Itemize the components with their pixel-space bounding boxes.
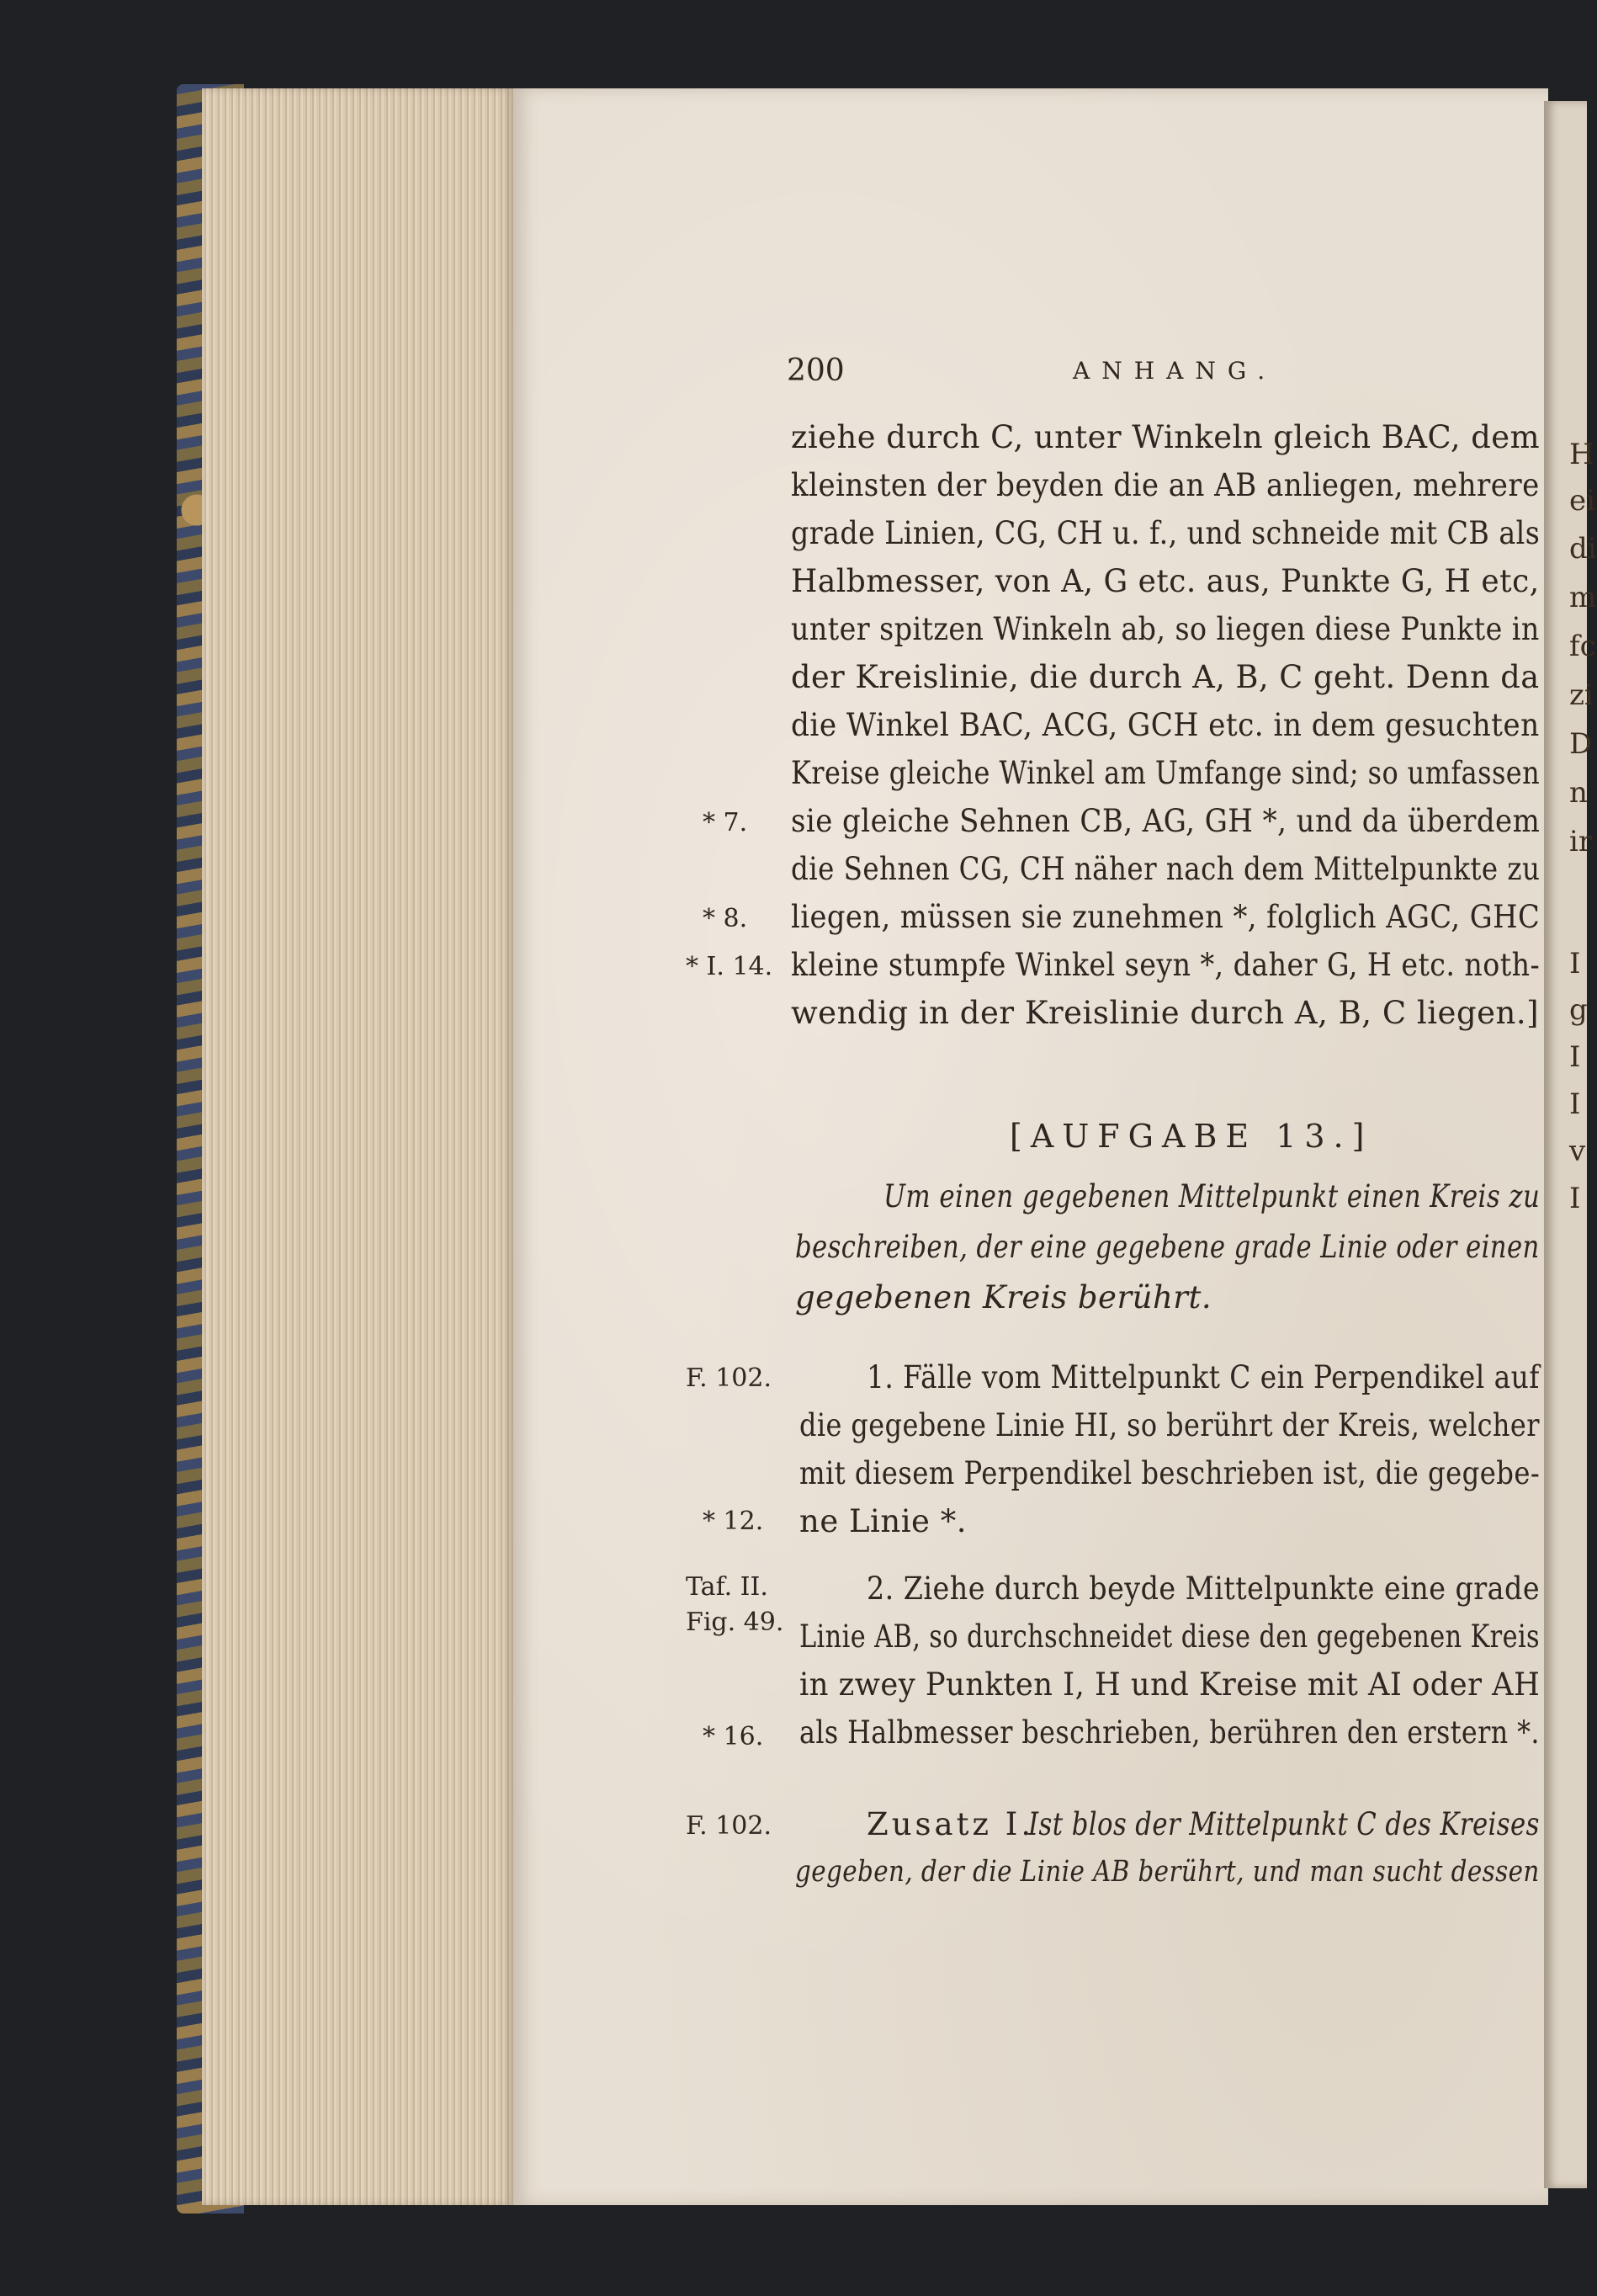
text-line: kleinsten der beyden die an AB anliegen, mehrere xyxy=(791,467,1540,503)
facing-page-fragment: D xyxy=(1569,727,1593,761)
statement-line: Um einen gegebenen Mittelpunkt einen Kreis zu xyxy=(883,1178,1541,1214)
text-line: als Halbmesser beschrieben, berühren den erstern *. xyxy=(799,1714,1540,1751)
text-line: die gegebene Linie HI, so berührt der Kreis, welcher xyxy=(799,1407,1540,1443)
facing-page-fragment: I xyxy=(1569,1087,1581,1121)
statement-line: gegebenen Kreis berührt. xyxy=(795,1279,1212,1315)
margin-note: Fig. 49. xyxy=(686,1608,784,1637)
running-head: ANHANG. xyxy=(1073,357,1277,385)
facing-page-fragment: zi xyxy=(1569,678,1594,712)
margin-note: F. 102. xyxy=(686,1811,772,1841)
facing-page-fragment: I xyxy=(1569,947,1581,981)
text-line: 1. Fälle vom Mittelpunkt C ein Perpendikel auf xyxy=(867,1359,1540,1395)
text-line: grade Linien, CG, CH u. f., und schneide mit CB als xyxy=(791,515,1541,551)
margin-note: F. 102. xyxy=(686,1363,772,1393)
text-line: in zwey Punkten I, H und Kreise mit AI oder AH xyxy=(799,1666,1541,1703)
facing-page-fragment: fc xyxy=(1569,630,1596,663)
text-line: Linie AB, so durchschneidet diese den gegebenen Kreis xyxy=(799,1618,1541,1655)
margin-note: * I. 14. xyxy=(686,952,773,981)
text-line: Halbmesser, von A, G etc. aus, Punkte G, H etc, xyxy=(791,563,1540,599)
margin-note: Taf. II. xyxy=(686,1572,768,1602)
facing-page-edge xyxy=(1544,101,1597,2188)
statement-line: beschreiben, der eine gegebene grade Linie oder einen xyxy=(795,1229,1540,1265)
text-line: die Sehnen CG, CH näher nach dem Mittelpunkte zu xyxy=(791,851,1541,887)
text-line: mit diesem Perpendikel beschrieben ist, die gegebe- xyxy=(799,1455,1541,1491)
facing-page-fragment: I xyxy=(1569,1182,1581,1215)
facing-page-fragment: H xyxy=(1569,438,1594,471)
text-line: Ist blos der Mittelpunkt C des Kreises xyxy=(1028,1806,1540,1842)
facing-page-fragment: ei xyxy=(1569,484,1595,518)
book-fore-edge xyxy=(202,88,513,2205)
text-line: ziehe durch C, unter Winkeln gleich BAC, dem xyxy=(791,419,1541,455)
text-line: die Winkel BAC, ACG, GCH etc. in dem gesuchten xyxy=(791,707,1540,743)
margin-note: * 7. xyxy=(703,808,748,837)
text-line: unter spitzen Winkeln ab, so liegen diese Punkte in xyxy=(791,611,1540,647)
facing-page-fragment: n xyxy=(1569,776,1588,810)
text-line: ne Linie *. xyxy=(799,1503,967,1539)
text-line: 2. Ziehe durch beyde Mittelpunkte eine grade xyxy=(867,1571,1541,1607)
margin-note: * 12. xyxy=(703,1507,764,1536)
margin-note: * 8. xyxy=(703,904,748,933)
text-line: gegeben, der die Linie AB berührt, und man sucht dessen xyxy=(795,1855,1540,1889)
text-line: der Kreislinie, die durch A, B, C geht. Denn da xyxy=(791,659,1540,695)
facing-page-fragment: ir xyxy=(1569,825,1593,858)
text-line: wendig in der Kreislinie durch A, B, C liegen.] xyxy=(791,995,1540,1031)
facing-page-fragment: g xyxy=(1569,993,1588,1027)
text-line: Kreise gleiche Winkel am Umfange sind; so umfassen xyxy=(791,755,1541,791)
text-line: liegen, müssen sie zunehmen *, folglich AGC, GHC xyxy=(791,899,1541,935)
corollary-label: Zusatz I. xyxy=(867,1806,1035,1842)
text-line: kleine stumpfe Winkel seyn *, daher G, H etc. noth- xyxy=(791,947,1541,983)
facing-page-fragment: di xyxy=(1569,532,1597,566)
section-heading: [AUFGABE 13.] xyxy=(1010,1118,1373,1155)
page-number: 200 xyxy=(787,353,845,388)
facing-page-fragment: v xyxy=(1569,1135,1586,1168)
text-line: sie gleiche Sehnen CB, AG, GH *, und da überdem xyxy=(791,803,1541,839)
margin-note: * 16. xyxy=(703,1722,764,1751)
facing-page-fragment: m xyxy=(1569,581,1597,614)
facing-page-fragment: I xyxy=(1569,1040,1581,1074)
